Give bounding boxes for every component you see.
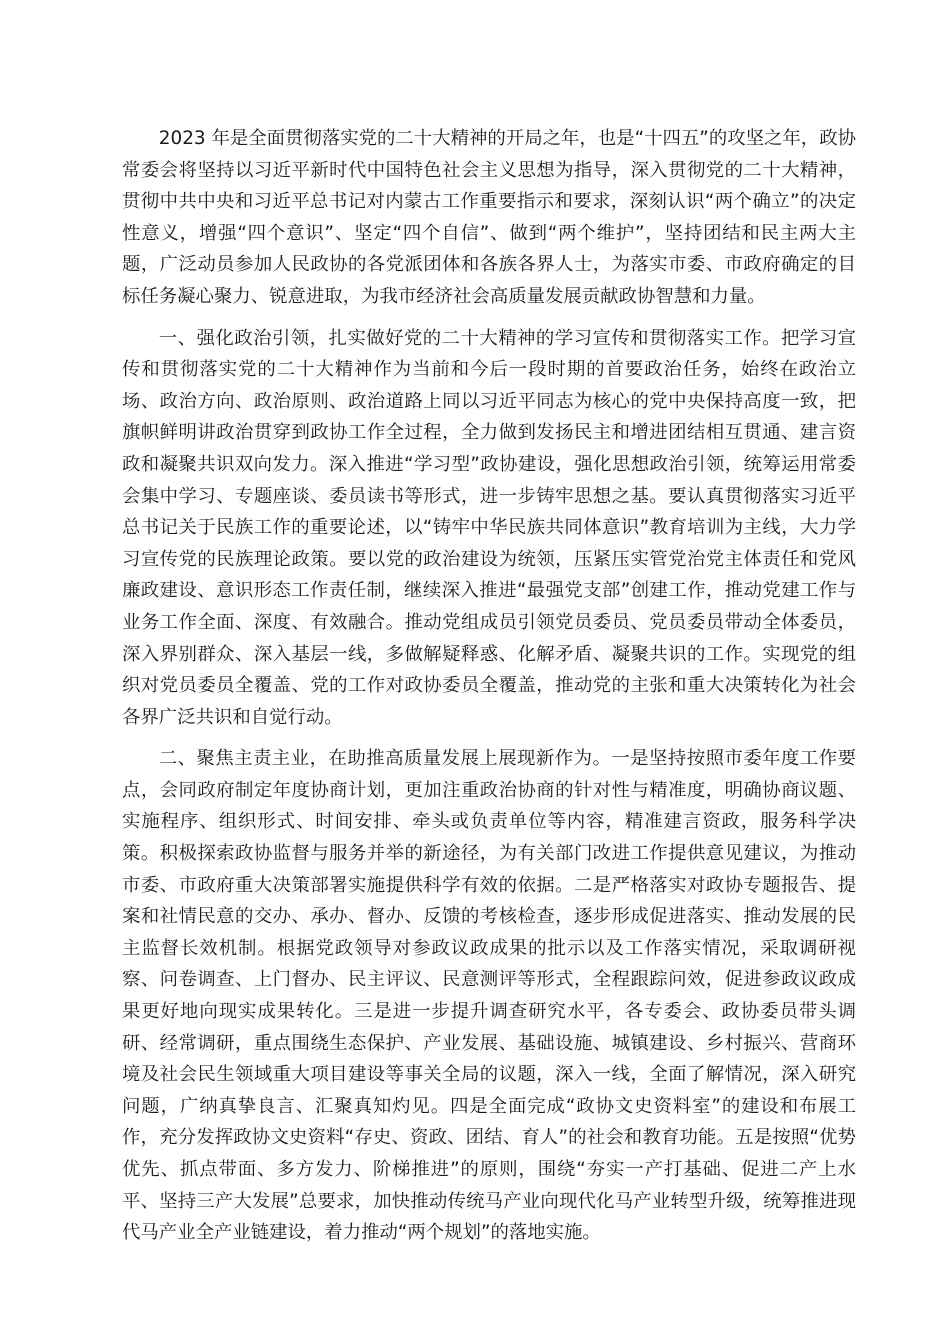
document-page (122, 123, 856, 1249)
paragraph-intro: 2023 年是全面贯彻落实党的二十大精神的开局之年，也是“十四五”的攻坚之年，政协常委会将坚持以习近平新时代中国特色社会主义思想为指导，深入贯彻党的二十大精神，贯彻中共中央和习近平总书记对内蒙古工作重要指示和要求，深刻认识“两个确立”的决定性意义，增强“四个意识”、坚定“四个自信”、做到“两个维护”，坚持团结和民主两大主题，广泛动员参加人民政协的各党派团体和各族各界人士，为落实市委、市政府确定的目标任务凝心聚力、锐意进取，为我市经济社会高质量发展贡献政协智慧和力量。 (122, 128, 856, 307)
paragraph-section-2: 二、聚焦主责主业，在助推高质量发展上展现新作为。一是坚持按照市委年度工作要点，会同政府制定年度协商计划，更加注重政治协商的针对性与精准度，明确协商议题、实施程序、组织形式、时间安排、牵头或负责单位等内容，精准建言资政，服务科学决策。积极探索政协监督与服务并举的新途径，为有关部门改进工作提供意见建议，为推动市委、市政府重大决策部署实施提供科学有效的依据。二是严格落实对政协专题报告、提案和社情民意的交办、承办、督办、反馈的考核检查，逐步形成促进落实、推动发展的民主监督长效机制。根据党政领导对参政议政成果的批示以及工作落实情况，采取调研视察、问卷调查、上门督办、民主评议、民意测评等形式，全程跟踪问效，促进参政议政成果更好地向现实成果转化。三是进一步提升调查研究水平，各专委会、政协委员带头调研、经常调研，重点围绕生态保护、产业发展、基础设施、城镇建设、乡村振兴、营商环境及社会民生领域重大项目建设等事关全局的议题，深入一线，全面了解情况，深入研究问题，广纳真挚良言、汇聚真知灼见。四是全面完成“政协文史资料室”的建设和布展工作，充分发挥政协文史资料“存史、资政、团结、育人”的社会和教育功能。五是按照“优势优先、抓点带面、多方发力、阶梯推进”的原则，围绕“夯实一产打基础、促进二产上水平、坚持三产大发展”总要求，加快推动传统马产业向现代化马产业转型升级，统筹推进现代马产业全产业链建设，着力推动“两个规划”的落地实施。 (122, 748, 856, 1244)
paragraph-section-1: 一、强化政治引领，扎实做好党的二十大精神的学习宣传和贯彻落实工作。把学习宣传和贯彻落实党的二十大精神作为当前和今后一段时期的首要政治任务，始终在政治立场、政治方向、政治原则、政治道路上同以习近平同志为核心的党中央保持高度一致，把旗帜鲜明讲政治贯穿到政协工作全过程，全力做到发扬民主和增进团结相互贯通、建言资政和凝聚共识双向发力。深入推进“学习型”政协建设，强化思想政治引领，统筹运用常委会集中学习、专题座谈、委员读书等形式，进一步铸牢思想之基。要认真贯彻落实习近平总书记关于民族工作的重要论述，以“铸牢中华民族共同体意识”教育培训为主线，大力学习宣传党的民族理论政策。要以党的政治建设为统领，压紧压实管党治党主体责任和党风廉政建设、意识形态工作责任制，继续深入推进“最强党支部”创建工作，推动党建工作与业务工作全面、深度、有效融合。推动党组成员引领党员委员、党员委员带动全体委员，深入界别群众、深入基层一线，多做解疑释惑、化解矛盾、凝聚共识的工作。实现党的组织对党员委员全覆盖、党的工作对政协委员全覆盖，推动党的主张和重大决策转化为社会各界广泛共识和自觉行动。 (122, 327, 856, 728)
